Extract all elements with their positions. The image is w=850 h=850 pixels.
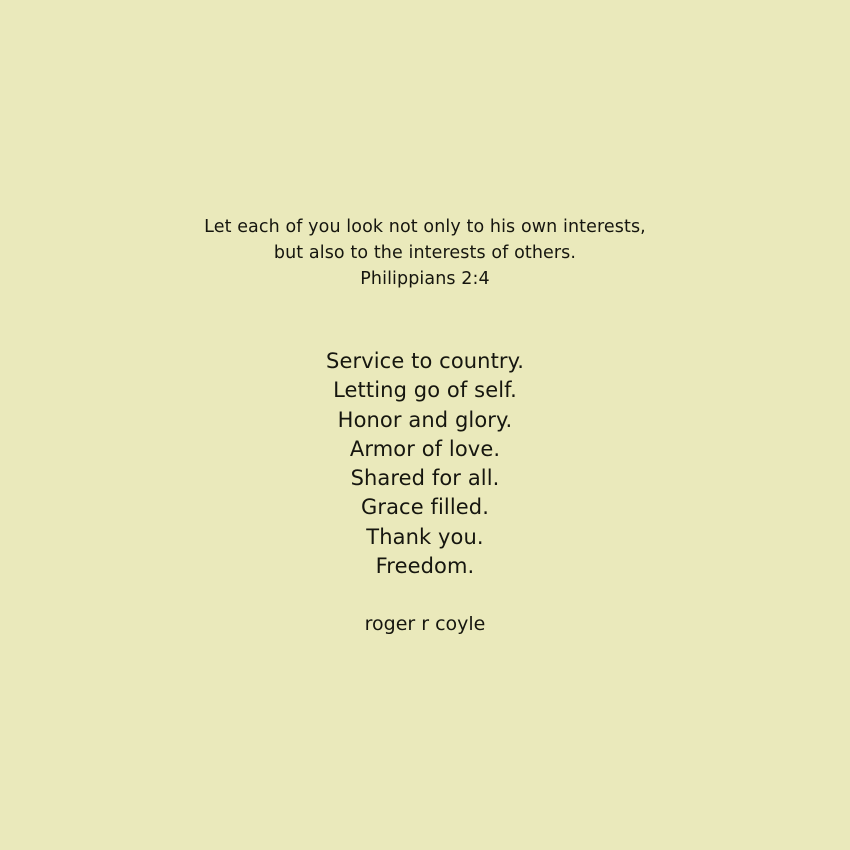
epigraph-line: but also to the interests of others. — [273, 243, 577, 263]
epigraph-line: Let each of you look not only to his own interests, — [204, 217, 646, 237]
poem-line: Shared for all. — [350, 466, 500, 491]
author-byline: roger r coyle — [364, 613, 486, 635]
epigraph-citation: Philippians 2:4 — [360, 269, 490, 289]
poem-line: Honor and glory. — [337, 407, 513, 432]
poem-line: Service to country. — [326, 349, 524, 373]
poem-line: Armor of love. — [349, 436, 501, 461]
poem-line: Grace filled. — [360, 495, 490, 520]
poem-body — [0, 347, 850, 581]
poem-line: Letting go of self. — [333, 378, 517, 403]
epigraph-block — [0, 214, 850, 292]
poem-line: Freedom. — [375, 554, 475, 579]
poem-line: Thank you. — [366, 524, 484, 549]
